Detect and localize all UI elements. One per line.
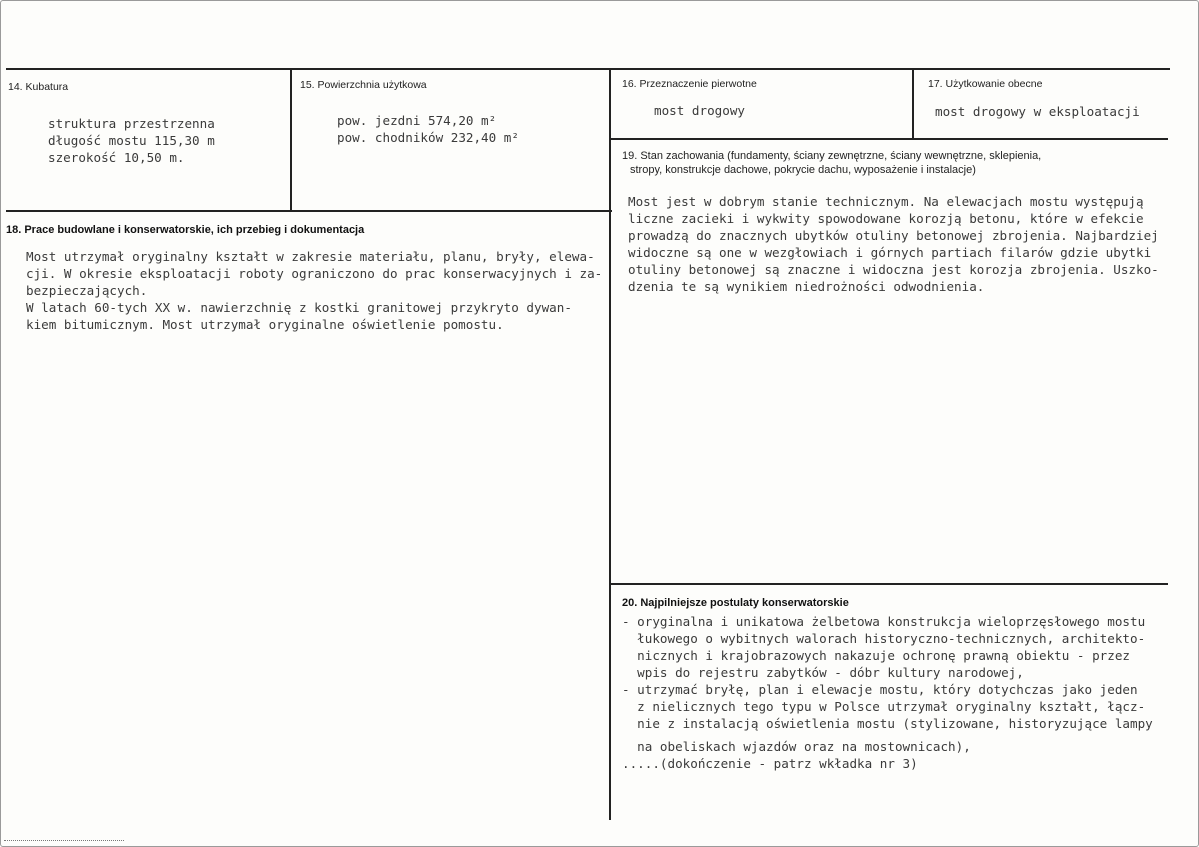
field-19-label-line-1: 19. Stan zachowania (fundamenty, ściany zewnętrzne, ściany wewnętrzne, sklepienia, [622, 150, 1042, 162]
field-14-label: 14. Kubatura [8, 81, 69, 93]
field-20-line-1: - oryginalna i unikatowa żelbetowa konstrukcja wieloprzęsłowego mostu [622, 614, 1146, 629]
field-20-line-5: - utrzymać bryłę, plan i elewacje mostu, który dotychczas jako jeden [622, 682, 1138, 697]
field-20-label: 20. Najpilniejsze postulaty konserwatorskie [622, 597, 849, 609]
field-16-line-1: most drogowy [654, 103, 745, 118]
field-14-line-1: struktura przestrzenna [48, 116, 215, 131]
field-15-label: 15. Powierzchnia użytkowa [300, 79, 427, 91]
field-19-line-1: Most jest w dobrym stanie technicznym. Na elewacjach mostu występują [628, 194, 1144, 209]
field-18-line-1: Most utrzymał oryginalny kształt w zakresie materiału, planu, bryły, elewa- [26, 249, 595, 264]
field-20-line-4: wpis do rejestru zabytków - dóbr kultury narodowej, [622, 665, 1024, 680]
field-17-line-1: most drogowy w eksploatacji [935, 104, 1140, 119]
field-19-line-5: otuliny betonowej są znaczne i widoczna jest korozja zbrojenia. Uszko- [628, 262, 1159, 277]
rule-right-mid [610, 138, 1168, 140]
field-17-label: 17. Użytkowanie obecne [928, 78, 1043, 90]
divider-16-17 [912, 68, 914, 139]
field-16-label: 16. Przeznaczenie pierwotne [622, 78, 757, 90]
divider-14-15 [290, 68, 292, 211]
field-20-line-3: nicznych i krajobrazowych nakazuje ochronę prawną obiektu - przez [622, 648, 1130, 663]
field-18-label: 18. Prace budowlane i konserwatorskie, ich przebieg i dokumentacja [6, 224, 365, 236]
field-19-line-3: prowadzą do znacznych ubytków otuliny betonowej zbrojenia. Najbardziej [628, 228, 1159, 243]
field-19-label-line-2: stropy, konstrukcje dachowe, pokrycie dachu, wyposażenie i instalacje) [630, 164, 976, 176]
field-19-line-4: widoczne są one w wezgłowiach i górnych partiach filarów gdzie ubytki [628, 245, 1152, 260]
field-14-line-3: szerokość 10,50 m. [48, 150, 185, 165]
field-15-line-2: pow. chodników 232,40 m² [337, 130, 519, 145]
field-20-line-7: nie z instalacją oświetlenia mostu (stylizowane, historyzujące lampy [622, 716, 1153, 731]
field-20-line-9: .....(dokończenie - patrz wkładka nr 3) [622, 756, 918, 771]
field-18-line-2: cji. W okresie eksploatacji roboty ograniczono do prac konserwacyjnych i za- [26, 266, 603, 281]
field-14-line-2: długość mostu 115,30 m [48, 133, 215, 148]
field-18-line-3: bezpieczających. [26, 283, 148, 298]
field-15-line-1: pow. jezdni 574,20 m² [337, 113, 497, 128]
field-20-line-2: łukowego o wybitnych walorach historyczno-technicznych, architekto- [622, 631, 1146, 646]
field-18-line-5: kiem bitumicznym. Most utrzymał oryginalne oświetlenie pomostu. [26, 317, 504, 332]
rule-left-mid [6, 210, 612, 212]
divider-main [609, 68, 611, 820]
field-20-line-8: na obeliskach wjazdów oraz na mostownicach), [622, 739, 971, 754]
field-19-line-2: liczne zacieki i wykwity spowodowane korozją betonu, które w efekcie [628, 211, 1144, 226]
field-18-line-4: W latach 60-tych XX w. nawierzchnię z kostki granitowej przykryto dywan- [26, 300, 572, 315]
bottom-edge-marks [4, 834, 124, 841]
rule-right-lower [610, 583, 1168, 585]
field-19-line-6: dzenia te są wynikiem niedrożności odwodnienia. [628, 279, 985, 294]
field-20-line-6: z nielicznych tego typu w Polsce utrzymał oryginalny kształt, łącz- [622, 699, 1146, 714]
top-rule [6, 68, 1170, 70]
